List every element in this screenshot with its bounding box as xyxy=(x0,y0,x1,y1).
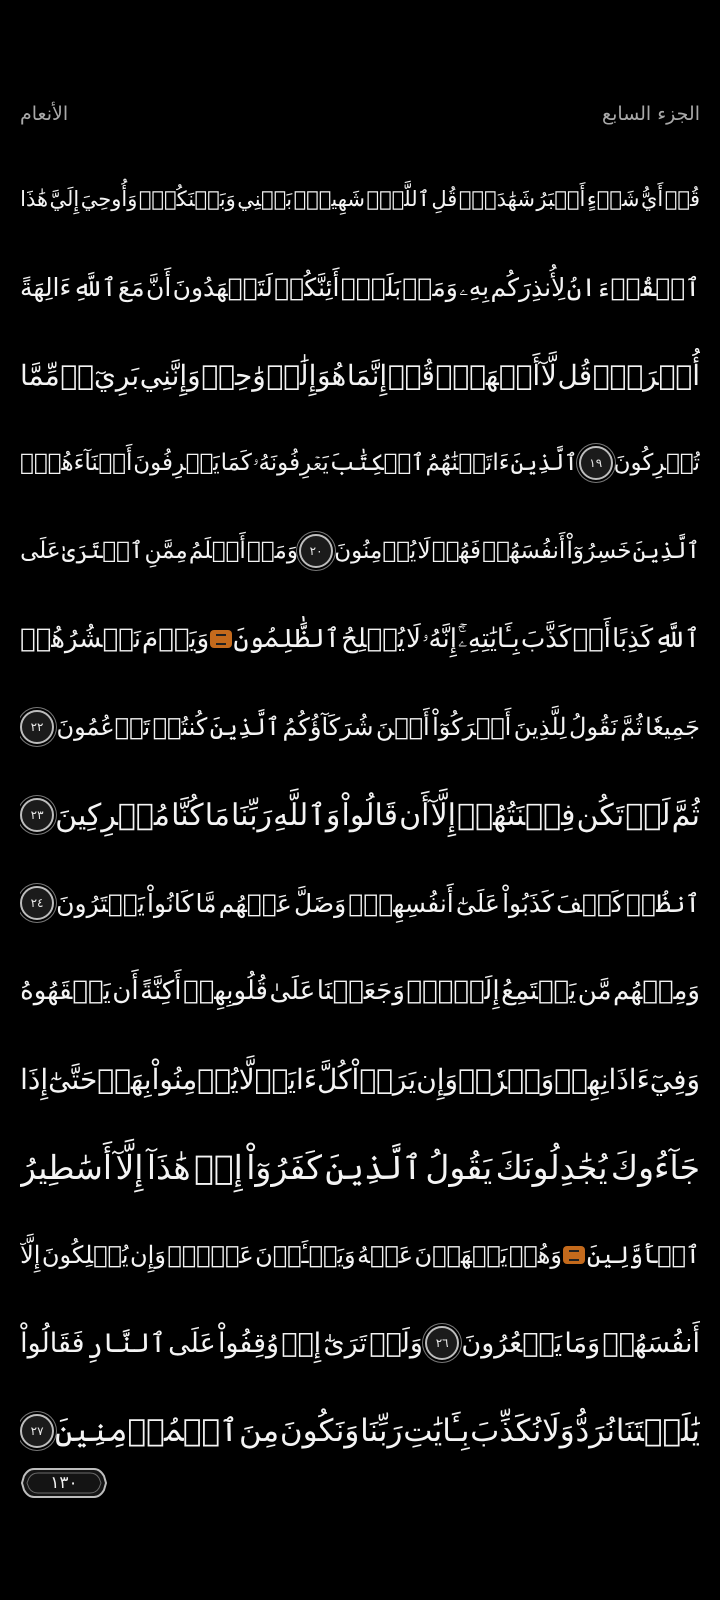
verse-word[interactable]: ٱلۡكِتَٰبَ xyxy=(329,450,425,476)
verse-word[interactable]: أَوۡ xyxy=(572,624,611,654)
verse-word[interactable]: كُنَّا xyxy=(171,797,204,833)
verse-word[interactable]: يَفۡتَرُونَ xyxy=(56,888,145,918)
verse-word[interactable]: قُلِ xyxy=(431,187,458,211)
verse-word[interactable]: إِذۡ xyxy=(281,1327,322,1359)
verse-line xyxy=(20,243,700,331)
verse-word[interactable]: إِلَيۡكَۖ xyxy=(406,976,500,1006)
ayah-number-marker[interactable]: ٢٧ xyxy=(20,1414,54,1448)
verse-word[interactable]: يَعۡرِفُونَهُۥ xyxy=(252,450,329,476)
verse-word[interactable]: وَقۡرٗاۚ xyxy=(458,1062,555,1096)
verse-word[interactable]: وَنَكُونَ xyxy=(279,1413,360,1449)
verse-word[interactable]: أَشۡهَدُۚ xyxy=(435,358,541,392)
verse-word[interactable]: وَٰحِدٞ xyxy=(201,358,266,392)
verse-word[interactable]: يَفۡقَهُوهُ xyxy=(20,976,111,1006)
verse-word[interactable]: قَالُواْ xyxy=(341,797,398,833)
verse-word[interactable]: لَا xyxy=(417,538,431,564)
verse-word[interactable]: إِنۡ xyxy=(194,1147,243,1187)
verse-word[interactable]: وَفِيٓ xyxy=(649,1062,700,1096)
juz-name: الجزء السابع xyxy=(602,103,700,125)
verse-word[interactable]: وَلَا xyxy=(542,1413,575,1449)
verse-word[interactable]: مِّمَّا xyxy=(20,358,60,392)
verse-word[interactable]: ءَاتَيۡنَٰهُمُ xyxy=(425,450,510,476)
verse-word[interactable]: أَن xyxy=(112,976,139,1006)
verse-word[interactable]: فَهُمۡ xyxy=(431,538,481,564)
verse-word[interactable]: هَٰذَا xyxy=(20,187,49,211)
verse-word[interactable]: هَٰذَآ xyxy=(146,1147,191,1187)
verse-word[interactable]: يُهۡلِكُونَ xyxy=(41,1241,129,1269)
verse-word[interactable]: وَإِنَّنِي xyxy=(139,358,201,392)
verse-word[interactable]: شُرَكَآؤُكُمُ xyxy=(282,713,374,741)
ayah-number-marker[interactable]: ٢٢ xyxy=(20,710,54,744)
verse-word[interactable]: عَنۡهُم xyxy=(218,888,292,918)
verse-word[interactable]: ثُمَّ xyxy=(620,713,643,741)
verse-word[interactable]: يَنۡهَوۡنَ xyxy=(414,1241,508,1269)
verse-word[interactable]: مِنَ xyxy=(238,1413,280,1449)
verse-line xyxy=(20,1035,700,1123)
verse-word[interactable]: كُنتُمۡ xyxy=(152,713,208,741)
verse-word[interactable]: كَذَّبَ xyxy=(520,624,572,654)
verse-word[interactable]: ٱللَّهُۖ xyxy=(366,187,430,211)
verse-word[interactable]: تَزۡعُمُونَ xyxy=(56,713,151,741)
verse-word[interactable]: ءَايَةٖ xyxy=(254,1062,317,1096)
verse-word[interactable]: ٱلَّذِينَ xyxy=(632,538,700,564)
verse-word[interactable]: أَشۡرَكُوٓاْ xyxy=(432,713,512,741)
verse-word[interactable]: مَّن xyxy=(577,976,612,1006)
verse-word[interactable]: إِلَٰهٞ xyxy=(266,358,317,392)
verse-word[interactable]: بِـَٔايَٰتِهِۦٓۚ xyxy=(458,623,520,654)
verse-word[interactable]: عَلَىٰ xyxy=(269,976,316,1006)
verse-word[interactable]: ٱلظَّٰلِمُونَ xyxy=(233,624,341,654)
verse-line xyxy=(20,947,700,1035)
verse-word[interactable]: كُلَّ xyxy=(317,1062,352,1096)
verse-word[interactable]: وَجَعَلۡنَا xyxy=(316,976,405,1006)
verse-word[interactable]: مَّا xyxy=(195,888,217,918)
verse-word[interactable]: بِهِۦ xyxy=(459,272,490,301)
verse-word[interactable]: إِلَّآ xyxy=(115,1147,144,1187)
verse-word[interactable]: شَهِيدُۢ xyxy=(293,187,365,211)
verse-word[interactable]: وَٱللَّهِ xyxy=(273,797,341,833)
verse-word[interactable]: ٱنظُرۡ xyxy=(626,888,700,918)
verse-word[interactable]: أَكِنَّةً xyxy=(140,976,182,1006)
verse-word[interactable]: هُوَ xyxy=(317,358,347,392)
verse-word[interactable]: أَيُّ xyxy=(641,187,664,211)
verse-line xyxy=(20,1387,700,1475)
verse-word[interactable]: كَفَرُوٓاْ xyxy=(246,1147,322,1187)
verse-word[interactable]: أَن xyxy=(399,797,430,833)
verse-word[interactable]: أَنَّ xyxy=(145,272,172,302)
verse-word[interactable]: وَبَيۡنَكُمۡۚ xyxy=(138,187,236,211)
verse-word[interactable]: وَلَوۡ xyxy=(369,1327,423,1359)
verse-word[interactable]: أَبۡنَآءَهُمُۘ xyxy=(20,450,133,476)
verse-word[interactable]: نُكَذِّبَ xyxy=(470,1413,542,1449)
verse-word[interactable]: يَقُولُ xyxy=(425,1147,493,1187)
verse-word[interactable]: نَحۡشُرُهُمۡ xyxy=(20,624,141,654)
ayah-number-marker[interactable]: ٢٤ xyxy=(20,886,54,920)
verse-word[interactable]: وَمَا xyxy=(564,1327,601,1359)
verse-word[interactable]: كَيۡفَ xyxy=(556,888,624,918)
surah-name: الأنعام xyxy=(20,103,69,125)
verse-word[interactable]: إِنَّمَا xyxy=(346,358,388,392)
verse-word[interactable]: أَنفُسِهِمۡۚ xyxy=(348,888,454,918)
verse-word[interactable]: بَرِيٓءٞ xyxy=(60,358,140,392)
verse-word[interactable]: قُل xyxy=(557,358,593,392)
verse-word[interactable]: ٱللَّهِ xyxy=(654,624,700,654)
verse-word[interactable]: شَيۡءٍ xyxy=(586,187,640,211)
verse-line xyxy=(20,1299,700,1387)
verse-word[interactable]: لِأُنذِرَكُم xyxy=(490,272,566,302)
verse-line xyxy=(20,859,700,947)
verse-word[interactable]: قُلۡ xyxy=(387,358,435,392)
verse-line xyxy=(20,683,700,771)
verse-word[interactable]: أَظۡلَمُ xyxy=(188,538,246,564)
verse-lines xyxy=(20,155,700,1475)
verse-word[interactable]: نَقُولُ xyxy=(569,713,618,741)
verse-word[interactable]: ٱللَّهِ xyxy=(72,272,117,302)
verse-word[interactable]: ثُمَّ xyxy=(671,797,700,833)
verse-line xyxy=(20,1211,700,1299)
verse-word[interactable]: يَٰلَيۡتَنَا xyxy=(615,1413,700,1449)
verse-word[interactable]: ٱلۡقُرۡءَانُ xyxy=(566,272,700,302)
verse-word[interactable]: لَّآ xyxy=(540,358,557,392)
verse-word[interactable]: نُرَدُّ xyxy=(575,1413,616,1449)
ayah-number-marker[interactable]: ٢٣ xyxy=(20,798,54,832)
verse-word[interactable]: يَسۡتَمِعُ xyxy=(501,976,577,1006)
verse-word[interactable]: تَرَىٰٓ xyxy=(323,1327,367,1359)
rub-hizb-marker-icon[interactable] xyxy=(210,630,232,648)
verse-word[interactable]: ٱلۡمُؤۡمِنِينَ xyxy=(54,1413,239,1449)
verse-word[interactable]: وُقِفُواْ xyxy=(217,1327,280,1359)
verse-word[interactable]: بِهَاۖ xyxy=(97,1062,152,1096)
verse-word[interactable]: رَبِّنَا xyxy=(231,797,273,833)
verse-word[interactable]: رَبِّنَا xyxy=(360,1413,403,1449)
verse-word[interactable]: أَسَٰطِيرُ xyxy=(20,1147,113,1187)
verse-word[interactable]: وَمَنۡ xyxy=(246,538,298,564)
verse-word[interactable]: تَكُن xyxy=(576,797,625,833)
verse-word[interactable]: وَضَلَّ xyxy=(293,888,347,918)
verse-word[interactable]: وَيَنۡـَٔوۡنَ xyxy=(255,1241,356,1269)
verse-word[interactable]: فَقَالُواْ xyxy=(20,1327,85,1359)
verse-word[interactable]: يُؤۡمِنُونَ xyxy=(334,538,417,564)
verse-word[interactable]: عَنۡهُۖ xyxy=(167,1241,254,1269)
verse-word[interactable]: بِـَٔايَٰتِ xyxy=(403,1413,470,1449)
verse-word[interactable]: لَتَشۡهَدُونَ xyxy=(172,272,273,302)
verse-line xyxy=(20,595,700,683)
verse-word[interactable]: لَّا xyxy=(238,1062,255,1096)
verse-line xyxy=(20,1123,700,1211)
page-number: ١٣٠ xyxy=(50,1473,78,1493)
verse-line xyxy=(20,331,700,419)
verse-word[interactable]: ٱلۡأَوَّلِينَ xyxy=(586,1241,700,1269)
verse-word[interactable]: بَيۡنِي xyxy=(237,187,293,211)
verse-word[interactable]: كَمَا xyxy=(220,450,252,476)
verse-word[interactable]: وَإِن xyxy=(130,1241,166,1269)
verse-word[interactable]: ٱلَّذِينَ xyxy=(325,1147,422,1187)
verse-word[interactable]: وَيَوۡمَ xyxy=(142,624,210,654)
page-number-badge xyxy=(20,1466,108,1500)
verse-word[interactable]: كَذِبًا xyxy=(612,624,654,654)
verse-word[interactable]: يُجَٰدِلُونَكَ xyxy=(495,1147,608,1187)
verse-word[interactable]: شَهَٰدَةٗۖ xyxy=(458,187,535,211)
verse-word[interactable]: وَمِنۡهُم xyxy=(613,976,700,1006)
verse-word[interactable]: لِلَّذِينَ xyxy=(513,713,567,741)
verse-word[interactable]: مَا xyxy=(204,797,230,833)
verse-word[interactable]: أَيۡنَ xyxy=(375,713,430,741)
verse-word[interactable]: جَمِيعٗا xyxy=(645,713,700,741)
verse-word[interactable]: أَنفُسَهُمۡ xyxy=(482,538,566,564)
verse-word[interactable]: إِنَّهُۥ xyxy=(422,623,457,654)
verse-word[interactable]: جَآءُوكَ xyxy=(610,1147,700,1187)
verse-word[interactable]: يُؤۡمِنُواْ xyxy=(151,1062,239,1096)
verse-word[interactable]: مِمَّنِ xyxy=(144,538,188,564)
verse-word[interactable]: عَلَىٰٓ xyxy=(455,888,500,918)
verse-line xyxy=(20,507,700,595)
verse-word[interactable]: بَلَغَۚ xyxy=(340,272,402,302)
verse-word[interactable]: حَتَّىٰٓ xyxy=(48,1062,98,1096)
verse-word[interactable]: وَأُوحِيَ xyxy=(80,187,138,211)
verse-word[interactable]: خَسِرُوٓاْ xyxy=(566,538,632,564)
verse-word[interactable]: يَرَوۡاْ xyxy=(351,1062,417,1096)
verse-word[interactable]: عَلَى xyxy=(168,1327,216,1359)
verse-word[interactable]: تُشۡرِكُونَ xyxy=(613,450,700,476)
verse-word[interactable]: إِذَا xyxy=(20,1062,49,1096)
verse-word[interactable]: ٱفۡتَرَىٰ xyxy=(61,538,144,564)
ayah-number-marker[interactable]: ٢٠ xyxy=(299,534,333,568)
ayah-number-marker[interactable]: ١٩ xyxy=(579,446,613,480)
verse-word[interactable]: إِلَيَّ xyxy=(49,187,80,211)
verse-word[interactable]: مَعَ xyxy=(117,272,145,302)
verse-word[interactable]: عَلَى xyxy=(20,538,61,564)
verse-word[interactable]: كَذَبُواْ xyxy=(502,888,554,918)
verse-word[interactable]: ٱلَّذِينَ xyxy=(209,713,281,741)
ayah-number-marker[interactable]: ٢٦ xyxy=(425,1326,459,1360)
verse-word[interactable]: قُلُوبِهِمۡ xyxy=(183,976,268,1006)
verse-word[interactable]: وَإِن xyxy=(416,1062,459,1096)
verse-word[interactable]: عَنۡهُ xyxy=(357,1241,414,1269)
verse-word[interactable]: أَكۡبَرُ xyxy=(536,187,586,211)
verse-word[interactable]: ءَاذَانِهِمۡ xyxy=(554,1062,650,1096)
verse-line xyxy=(20,155,700,243)
verse-word[interactable]: أَنفُسَهُمۡ xyxy=(602,1327,700,1359)
verse-line xyxy=(20,771,700,859)
verse-word[interactable]: وَهُمۡ xyxy=(508,1241,562,1269)
verse-word[interactable]: مُشۡرِكِينَ xyxy=(55,797,170,833)
verse-line xyxy=(20,419,700,507)
verse-word[interactable]: ٱلَّذِينَ xyxy=(510,450,578,476)
verse-word[interactable]: لَا xyxy=(406,624,421,654)
verse-word[interactable]: وَمَنۢ xyxy=(402,272,458,302)
verse-word[interactable]: يُفۡلِحُ xyxy=(341,624,405,654)
verse-word[interactable]: فِتۡنَتُهُمۡ xyxy=(457,797,576,833)
verse-word[interactable]: يَعۡرِفُونَ xyxy=(133,450,220,476)
rub-hizb-marker-icon[interactable] xyxy=(563,1246,585,1264)
page-header xyxy=(20,96,700,132)
verse-word[interactable]: لَمۡ xyxy=(625,797,671,833)
verse-word[interactable]: كَانُواْ xyxy=(147,888,194,918)
verse-word[interactable]: قُلۡ xyxy=(664,187,700,211)
verse-word[interactable]: إِلَّآ xyxy=(430,797,457,833)
verse-word[interactable]: أُخۡرَىٰۚ xyxy=(592,358,700,392)
verse-word[interactable]: ءَالِهَةً xyxy=(20,272,72,302)
verse-word[interactable]: يَشۡعُرُونَ xyxy=(461,1327,563,1359)
verse-word[interactable]: أَئِنَّكُمۡ xyxy=(274,272,340,302)
verse-word[interactable]: ٱلنَّارِ xyxy=(86,1327,166,1359)
verse-word[interactable]: إِلَّآ xyxy=(20,1241,41,1269)
